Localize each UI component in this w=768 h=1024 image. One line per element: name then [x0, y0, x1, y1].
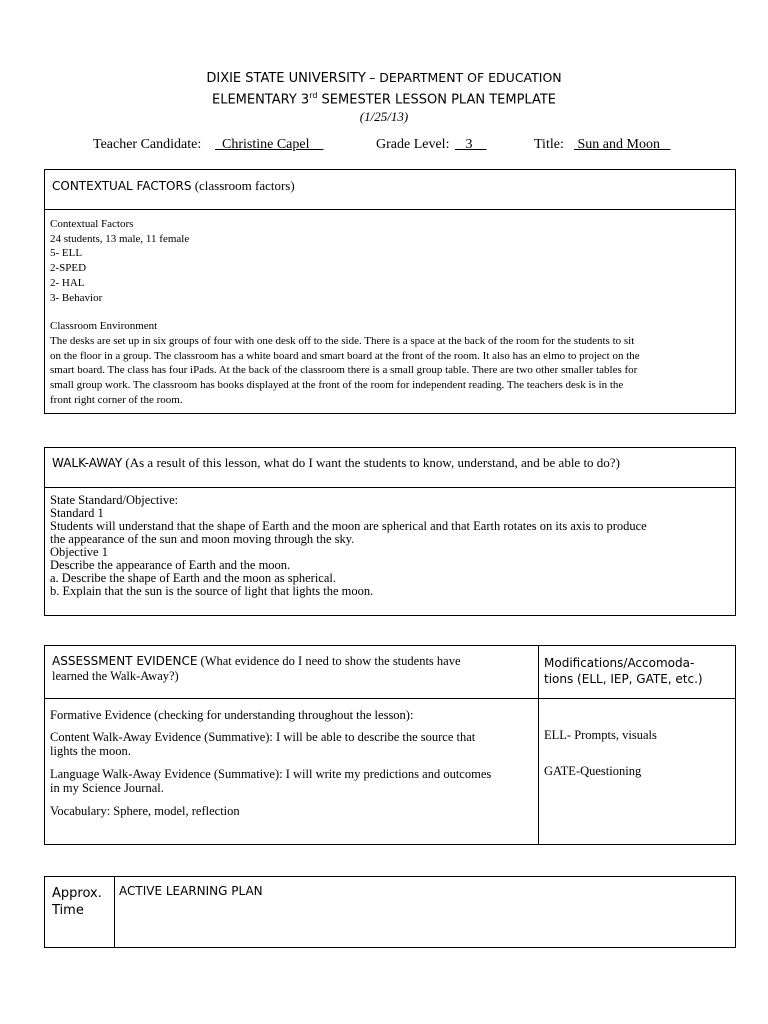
active-learning-plan-box: [44, 876, 736, 948]
contextual-factors-box: [44, 169, 736, 414]
divider: [45, 209, 735, 210]
walkaway-box: [44, 447, 736, 616]
vocabulary: Vocabulary: Sphere, model, reflection: [50, 804, 240, 818]
document-header: [0, 69, 768, 125]
assessment-heading: ASSESSMENT EVIDENCE (What evidence do I need to show the students have learned the Walk-Away?): [52, 654, 461, 683]
language-evidence: Language Walk-Away Evidence (Summative): I will write my predictions and outcomes: [50, 767, 492, 781]
teacher-value: Christine Capel: [222, 137, 310, 152]
assessment-body: Formative Evidence (checking for understanding throughout the lesson): Content Walk-Away Evidence (Summative): I will be able to describe the source that lights the moon. Language Walk-Away Evidence (Summative): I will write my predictions and outcomes in my Science Journal. Vocabulary: Sphere, model, reflection: [50, 708, 534, 818]
divider: [45, 487, 735, 488]
title-label: Title:: [534, 137, 564, 152]
grade-label: Grade Level:: [376, 137, 450, 152]
assessment-box: [44, 645, 736, 845]
modifications-heading: Modifications/Accomoda- tions (ELL, IEP, GATE, etc.): [544, 656, 703, 686]
grade-value: 3: [465, 137, 473, 152]
teacher-label: Teacher Candidate:: [93, 137, 202, 152]
modifications-body: [544, 728, 734, 778]
column-divider: [538, 646, 539, 844]
mod-gate: GATE-Questioning: [544, 764, 642, 778]
contextual-heading: CONTEXTUAL FACTORS (classroom factors): [52, 178, 295, 193]
active-learning-heading: ACTIVE LEARNING PLAN: [119, 884, 263, 898]
formative-evidence: Formative Evidence (checking for understanding throughout the lesson):: [50, 708, 414, 722]
content-evidence: Content Walk-Away Evidence (Summative): I will be able to describe the source that: [50, 730, 476, 744]
title-value: Sun and Moon: [577, 137, 660, 152]
mod-ell: ELL- Prompts, visuals: [544, 728, 657, 742]
header-line-1: DIXIE STATE UNIVERSITY – DEPARTMENT OF EDUCATION: [206, 70, 562, 86]
walkaway-body: State Standard/Objective: Standard 1 Students will understand that the shape of Earth and the moon are spherical and that Earth rotates on its axis to produce the appearance of the sun and moon moving through the sky. Objective 1 Describe the appearance of Earth and the moon. a. Describe the shape of Earth and the moon as spherical. b. Explain that the sun is the source of light that lights the moon.: [50, 493, 647, 598]
divider: [45, 698, 735, 699]
column-divider: [114, 877, 115, 947]
contextual-body: Contextual Factors 24 students, 13 male, 11 female 5- ELL 2-SPED 2- HAL 3- Behavior Classroom Environment The desks are set up in six groups of four with one desk off to the side. There is a space at the back of the room for the students to sit on the floor in a group. The classroom has a white board and smart board at the front of the room. It also has an elmo to project on the smart board. The class has four iPads. At the back of the classroom there is a small group table. There are two other smaller tables for small group work. The classroom has books displayed at the front of the room for independent reading. The teachers desk is in the front right corner of the room.: [50, 218, 640, 406]
approx-time-label: Approx. Time: [52, 886, 102, 918]
header-date: (1/25/13): [359, 109, 409, 125]
header-line-2: ELEMENTARY 3rd SEMESTER LESSON PLAN TEMPLATE: [211, 91, 556, 108]
walkaway-heading: WALK-AWAY (As a result of this lesson, what do I want the students to know, understand, and be able to do?): [52, 455, 620, 470]
